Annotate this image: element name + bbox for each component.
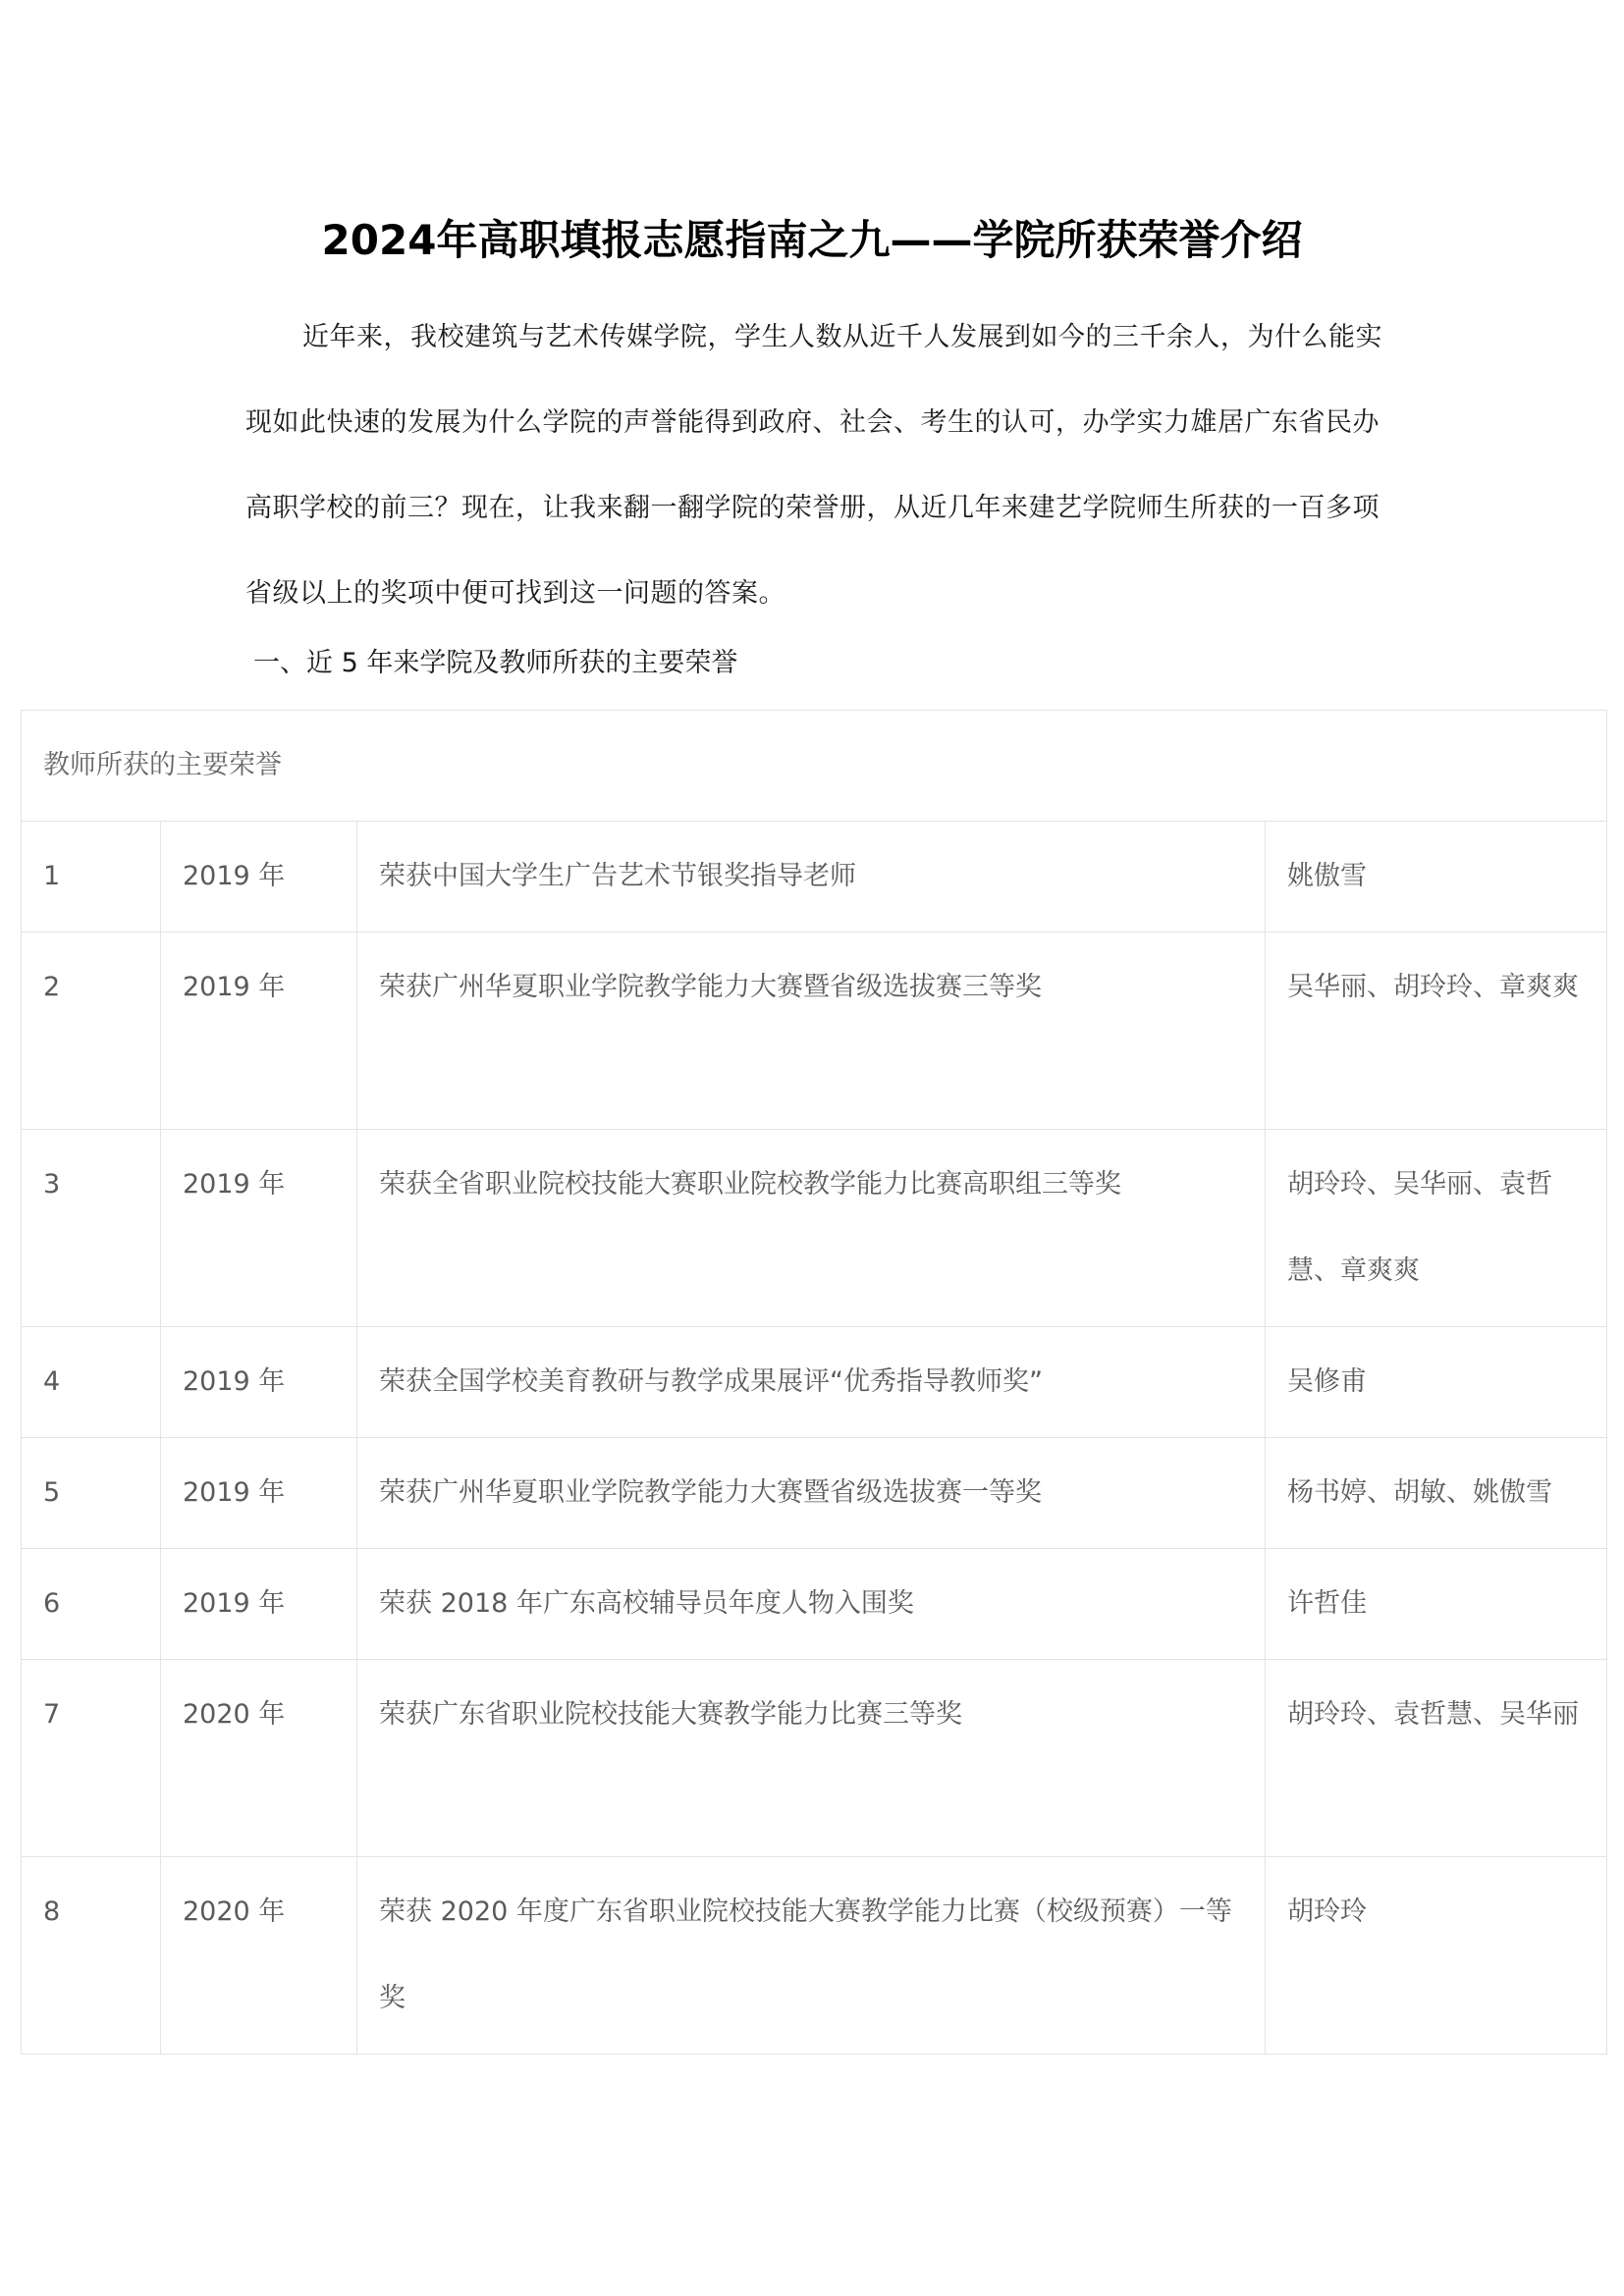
row-number: 4 — [22, 1327, 161, 1438]
row-number: 1 — [22, 822, 161, 933]
row-names: 杨书婷、胡敏、姚傲雪 — [1266, 1438, 1607, 1549]
honors-table — [21, 710, 1607, 2055]
row-year: 2019 年 — [161, 822, 357, 933]
row-year: 2019 年 — [161, 1549, 357, 1660]
row-number: 7 — [43, 1699, 61, 1730]
table-row — [22, 1438, 1607, 1549]
row-award: 荣获 2018 年广东高校辅导员年度人物入围奖 — [357, 1549, 1266, 1660]
row-year: 2019 年 — [183, 1169, 286, 1200]
intro-text: 近年来，我校建筑与艺术传媒学院，学生人数从近千人发展到如今的三千余人，为什么能实现如此快速的发展为什么学院的声誉能得到政府、社会、考生的认可，办学实力雄居广东省民办高职学校的前三？现在，让我来翻一翻学院的荣誉册，从近几年来建艺学院师生所获的一百多项省级以上的奖项中便可找到这一问题的答案。 — [245, 322, 1382, 609]
row-number: 8 — [43, 1896, 61, 1927]
row-year: 2019 年 — [183, 972, 286, 1002]
row-year: 2020 年 — [183, 1896, 286, 1927]
row-award: 荣获全省职业院校技能大赛职业院校教学能力比赛高职组三等奖 — [379, 1169, 1121, 1200]
table-row — [22, 1857, 1607, 2055]
row-names: 姚傲雪 — [1266, 822, 1607, 933]
table-row — [22, 1660, 1607, 1857]
row-number: 2 — [43, 972, 61, 1002]
row-number: 3 — [43, 1169, 61, 1200]
table-row — [22, 822, 1607, 933]
intro-paragraph — [245, 294, 1384, 636]
section-heading: 一、近 5 年来学院及教师所获的主要荣誉 — [253, 648, 738, 678]
row-names: 胡玲玲、袁哲慧、吴华丽 — [1287, 1699, 1579, 1730]
table-row — [22, 1130, 1607, 1327]
row-year: 2020 年 — [183, 1699, 286, 1730]
row-number: 5 — [22, 1438, 161, 1549]
row-award: 荣获广州华夏职业学院教学能力大赛暨省级选拔赛三等奖 — [379, 972, 1042, 1002]
table-caption: 教师所获的主要荣誉 — [22, 711, 1607, 822]
row-names: 许哲佳 — [1266, 1549, 1607, 1660]
row-award: 荣获中国大学生广告艺术节银奖指导老师 — [357, 822, 1266, 933]
row-number: 6 — [22, 1549, 161, 1660]
row-award: 荣获 2020 年度广东省职业院校技能大赛教学能力比赛（校级预赛）一等奖 — [379, 1896, 1232, 2013]
row-names: 吴华丽、胡玲玲、章爽爽 — [1287, 972, 1579, 1002]
row-year: 2019 年 — [161, 1438, 357, 1549]
row-award: 荣获全国学校美育教研与教学成果展评“优秀指导教师奖” — [357, 1327, 1266, 1438]
page-title: 2024年高职填报志愿指南之九——学院所获荣誉介绍 — [321, 216, 1303, 264]
table-row — [22, 1327, 1607, 1438]
row-names: 吴修甫 — [1266, 1327, 1607, 1438]
row-year: 2019 年 — [161, 1327, 357, 1438]
row-names: 胡玲玲、吴华丽、袁哲慧、章爽爽 — [1287, 1169, 1552, 1286]
row-award: 荣获广东省职业院校技能大赛教学能力比赛三等奖 — [379, 1699, 962, 1730]
row-award: 荣获广州华夏职业学院教学能力大赛暨省级选拔赛一等奖 — [357, 1438, 1266, 1549]
row-names: 胡玲玲 — [1287, 1896, 1367, 1927]
table-row — [22, 1549, 1607, 1660]
table-row — [22, 933, 1607, 1130]
